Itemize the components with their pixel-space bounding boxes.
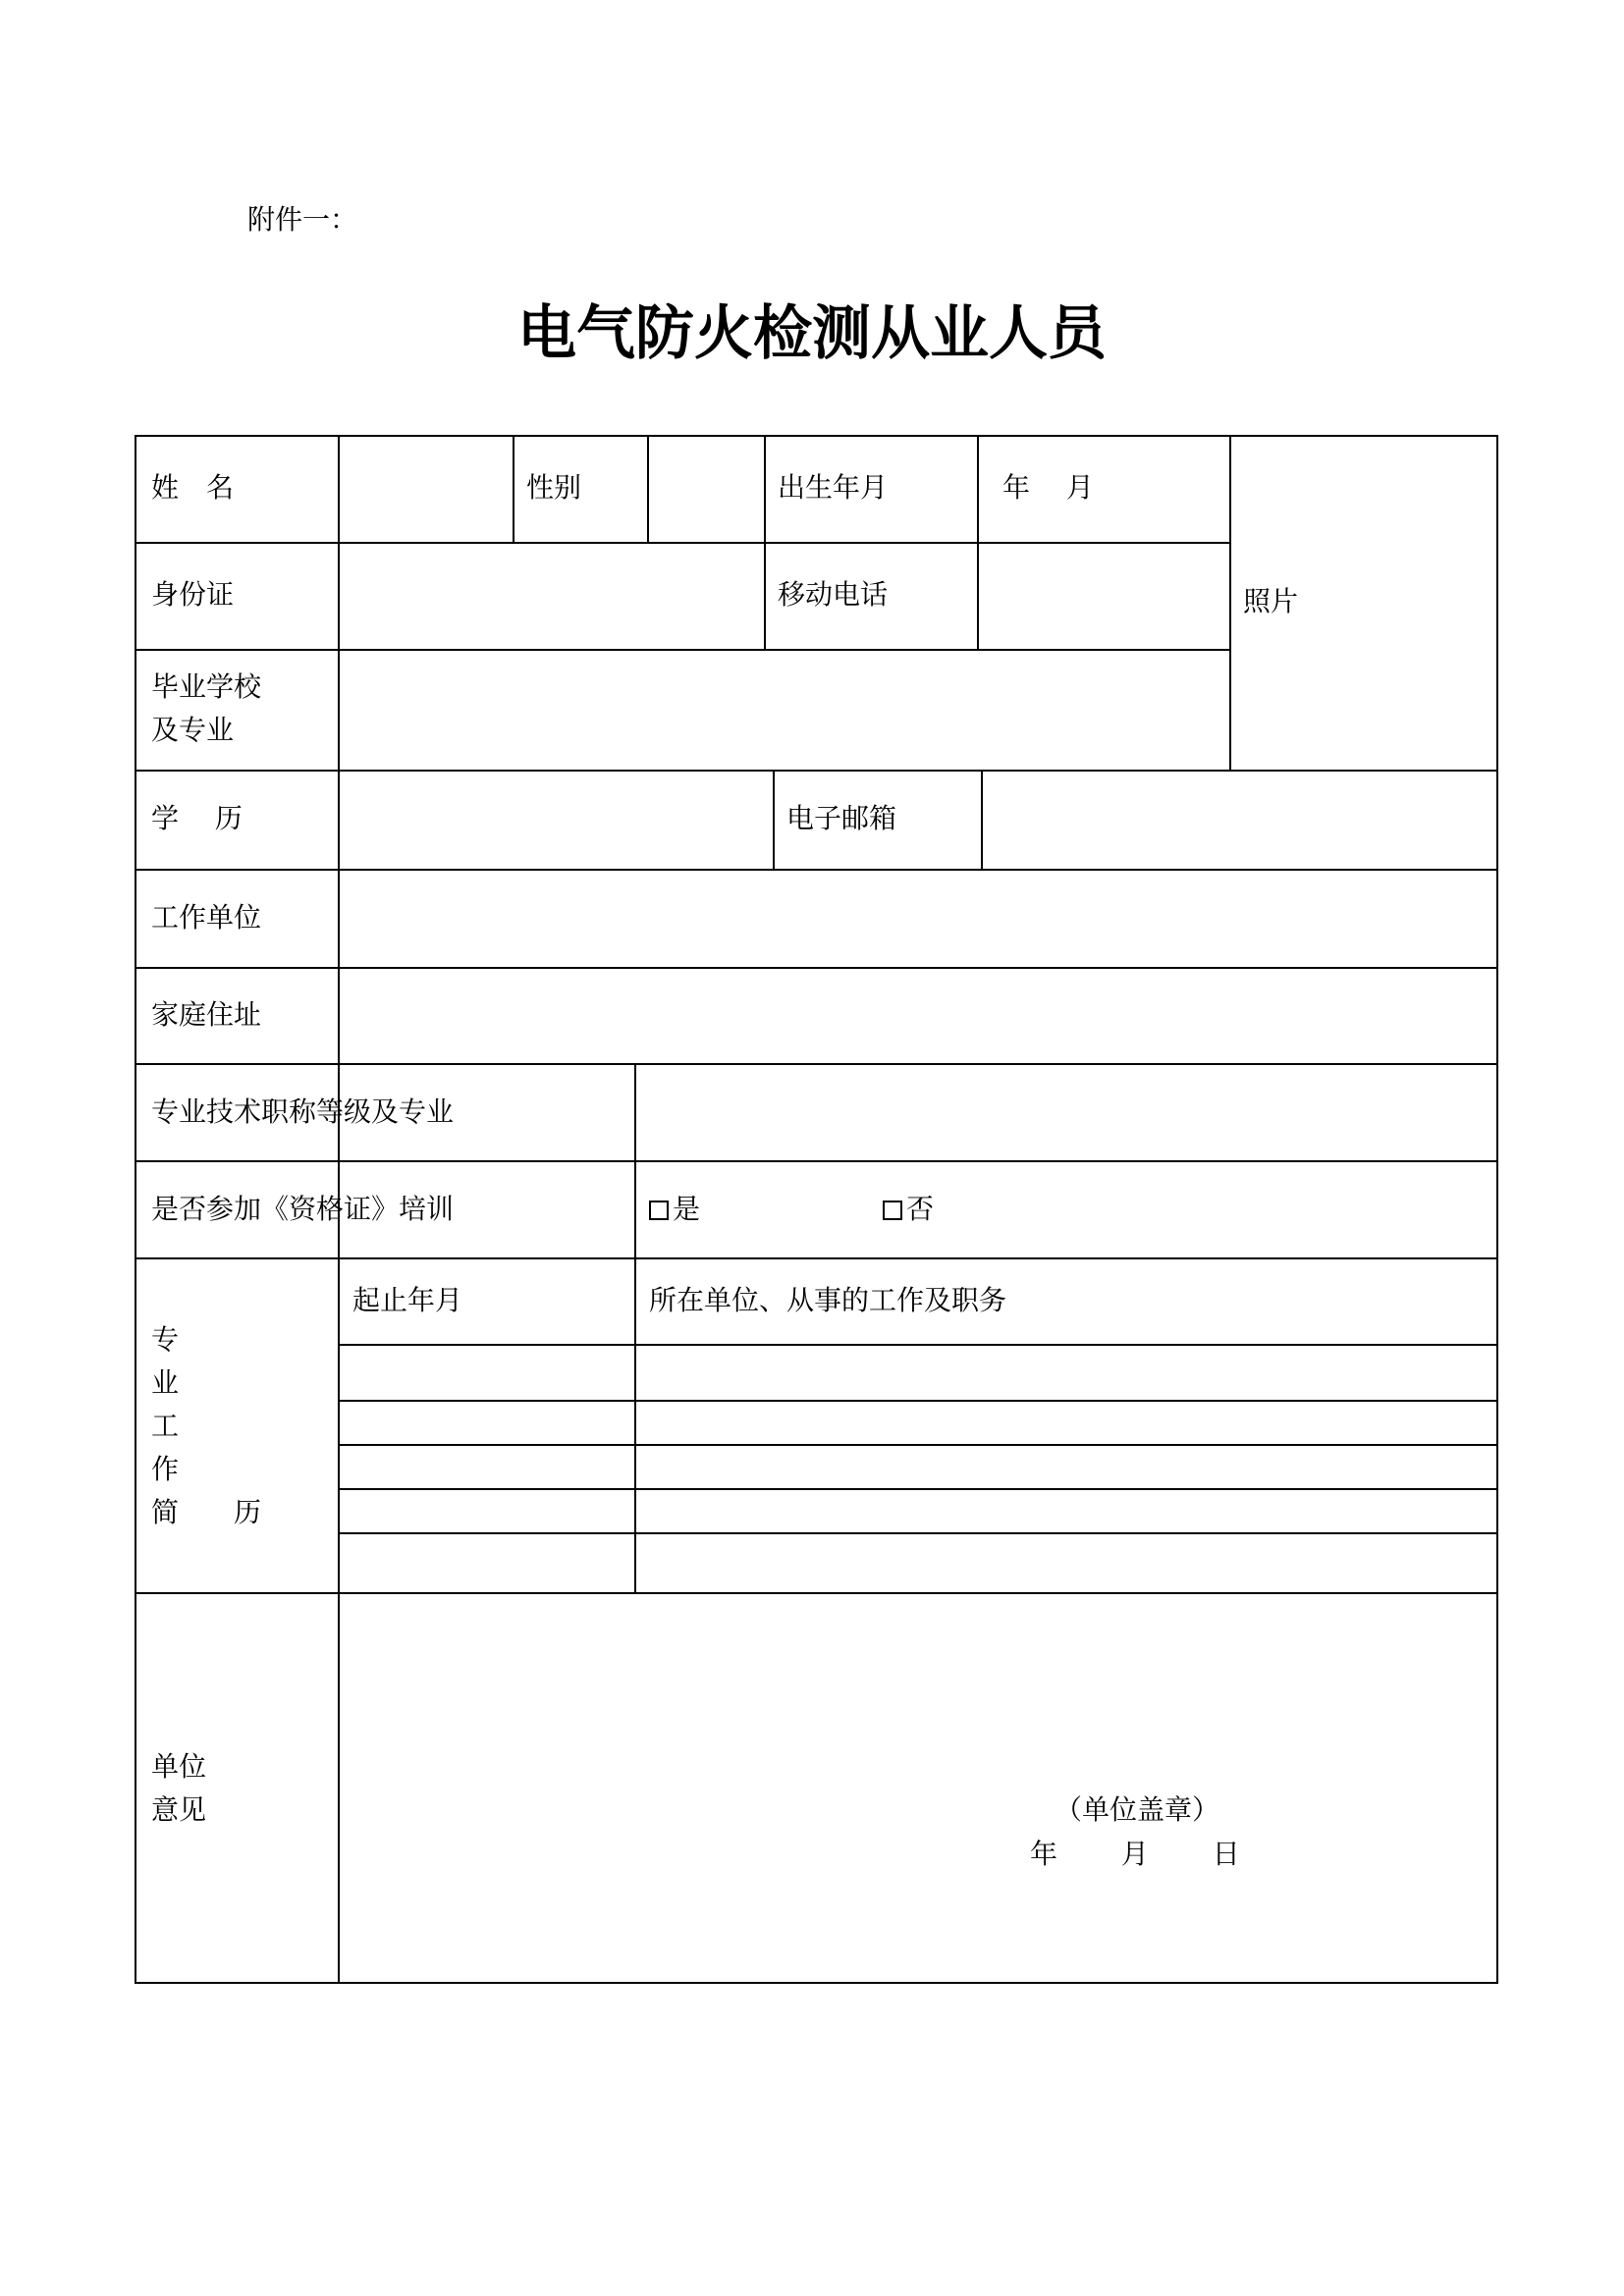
gender-field[interactable] [649,437,764,542]
option-no-label: 否 [906,1193,935,1225]
birth-label: 出生年月 [778,471,889,504]
duties-header: 所在单位、从事的工作及职务 [649,1284,1007,1316]
row-line [136,1257,1496,1259]
annex-label: 附件一： [247,203,358,236]
history-label-char1: 专 [151,1323,180,1356]
row-line [338,1344,1496,1346]
school-label-line1: 毕业学校 [151,670,262,703]
unit-seal-label: （单位盖章） [1055,1793,1220,1826]
col-line [773,770,775,869]
photo-label: 照片 [1243,585,1299,617]
address-label: 家庭住址 [151,998,262,1031]
mobile-label: 移动电话 [778,578,889,611]
row-line [338,1444,1496,1446]
gender-label: 性别 [526,471,582,504]
checkbox-no-icon[interactable] [883,1201,902,1220]
title-level-field[interactable] [636,1065,1496,1160]
employer-label: 工作单位 [151,901,262,934]
history-label-char2: 业 [151,1366,180,1399]
id-card-field[interactable] [340,544,764,649]
row-line [338,1532,1496,1534]
name-field[interactable] [340,437,513,542]
mobile-field[interactable] [979,544,1229,649]
period-header: 起止年月 [352,1284,463,1316]
education-label: 学 历 [151,802,243,834]
sign-date: 年 月 日 [1030,1838,1240,1870]
email-field[interactable] [983,772,1496,869]
row-line [338,1400,1496,1402]
employer-field[interactable] [340,871,1496,967]
registration-form-table [135,435,1498,1984]
opinion-field[interactable] [340,1594,1496,1982]
row-line [136,1160,1496,1162]
school-label-line2: 及专业 [151,714,235,746]
opinion-label-line2: 意见 [151,1793,207,1826]
option-yes[interactable] [649,1190,700,1229]
opinion-label-line1: 单位 [151,1750,207,1783]
education-field[interactable] [340,772,773,869]
cert-training-label: 是否参加《资格证》培训 [151,1193,455,1225]
title-level-label: 专业技术职称等级及专业 [151,1095,455,1128]
school-field[interactable] [340,651,1229,770]
col-line [764,437,766,649]
address-field[interactable] [340,969,1496,1063]
col-line [513,437,514,542]
history-label-char3: 工 [151,1410,180,1442]
history-label-char5: 简 历 [151,1496,262,1528]
row-line [338,1488,1496,1490]
option-yes-label: 是 [673,1193,701,1225]
birth-year-month: 年 月 [1002,471,1094,504]
id-card-label: 身份证 [151,578,235,611]
history-label-char4: 作 [151,1453,180,1485]
form-title: 电气防火检测从业人员 [517,299,1107,368]
name-label: 姓 名 [151,471,235,504]
email-label: 电子邮箱 [786,802,897,834]
checkbox-yes-icon[interactable] [649,1201,669,1220]
option-no[interactable] [883,1190,934,1229]
